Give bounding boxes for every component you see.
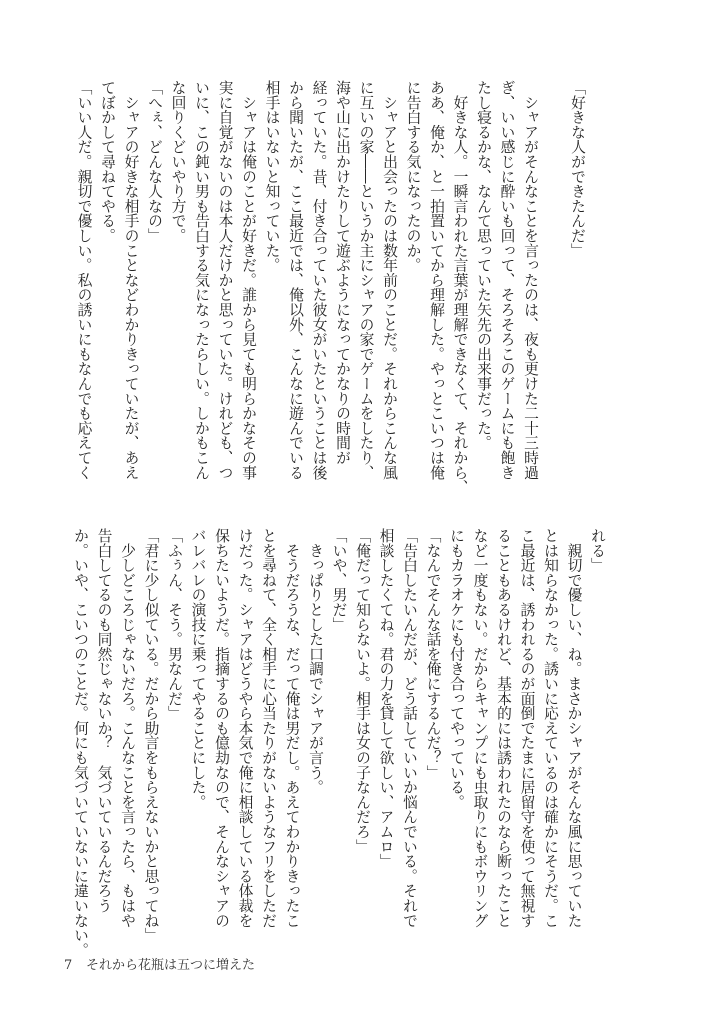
- text-line: こ最近は、誘われるのが面倒でたまに居留守を使って無視す: [518, 528, 536, 928]
- page-number: 7: [64, 958, 73, 973]
- page-footer: [64, 954, 255, 973]
- text-line: 相談したくてね。君の力を貸して欲しい、アムロ」: [377, 528, 395, 869]
- text-line: か。いや、こいつのことだ。何にも気づいていないに違いない。: [72, 528, 89, 958]
- text-line: 海や山に出かけたりして遊ぶようになってかなりの時間が: [334, 80, 351, 465]
- text-line: ることもあるけれど、基本的には誘われたのなら断ったこと: [495, 528, 512, 928]
- text-line: とを尋ねて、全く相手に心当たりがないようなフリをしただ: [260, 528, 277, 928]
- text-line: シャアと出会ったのは数年前のことだ。それからこんな風: [381, 80, 398, 480]
- text-line: れる」: [589, 528, 606, 573]
- text-line: 「なんでそんな話を俺にするんだ？」: [424, 528, 442, 780]
- text-line: きっぱりとした口調でシャアが言う。: [307, 528, 324, 795]
- text-line: な回りくどいやり方で。: [169, 80, 187, 243]
- text-line: 「ふぅん、そう。男なんだ」: [166, 528, 183, 721]
- text-line: 「いや、男だ」: [330, 528, 348, 632]
- text-line: 「君に少し似ている。だから助言をもらえないかと思ってね」: [142, 528, 160, 943]
- text-line: 少しどころじゃないだろ。こんなことを言ったら、もはや: [119, 528, 136, 928]
- text-line: そうだろうな、だって俺は男だし。あえてわかりきったこ: [283, 528, 301, 928]
- text-line: から聞いたが、ここ最近では、俺以外、こんなに遊んでいる: [287, 80, 304, 480]
- text-line: たし寝るかな、なんて思っていた矢先の出来事だった。: [475, 80, 492, 450]
- text-line: シャアがそんなことを言ったのは、夜も更けた二十三時過: [522, 80, 539, 480]
- upper-text-block: [72, 80, 589, 495]
- text-line: シャアの好きな相手のことなどわかりきっていたが、あえ: [122, 80, 140, 480]
- text-line: に互いの家――というか主にシャアの家でゲームをしたり、: [357, 80, 375, 480]
- text-line: 好きな人。一瞬言われた言葉が理解できなくて、それから、: [451, 80, 469, 495]
- text-line: 保ちたいようだ。指摘するのも億劫なので、そんなシャアの: [213, 528, 230, 928]
- text-line: 親切で優しい、ね。まさかシャアがそんな風に思っていた: [565, 528, 583, 928]
- text-line: バレバレの演技に乗ってやることにした。: [189, 528, 207, 810]
- text-line: てぼかして尋ねてやる。: [99, 80, 116, 243]
- text-line: 経っていた。昔、付き合っていた彼女がいたということは後: [310, 80, 328, 480]
- text-line: とは知らなかった。誘いに応えているのは確かにそうだ。こ: [542, 528, 559, 928]
- text-line: けだった。シャアはどうやら本気で俺に相談している体裁を: [236, 528, 254, 928]
- text-line: いに、この鈍い男も告白する気になったらしい。しかもこん: [193, 80, 210, 480]
- text-line: 相手はいないと知っていた。: [263, 80, 281, 273]
- text-line: など一度もない。だからキャンプにも虫取りにもボウリング: [471, 528, 489, 928]
- text-line: シャアは俺のことが好きだ。誰から見ても明らかなその事: [240, 80, 257, 480]
- text-line: 「へぇ、どんな人なの」: [146, 80, 163, 243]
- text-line: 実に自覚がないのは本人だけかと思っていた。けれども、つ: [216, 80, 234, 480]
- text-line: 告白してるのも同然じゃないか？ 気づいているんだろう: [95, 528, 113, 913]
- text-line: 「俺だって知らないよ。相手は女の子なんだろ」: [354, 528, 371, 854]
- text-line: [542, 80, 566, 482]
- text-line: 「好きな人ができたんだ」: [569, 80, 586, 258]
- text-line: に告白する気になったのか。: [404, 80, 422, 273]
- text-line: 「いい人だ。親切で優しい。私の誘いにもなんでも応えてく: [75, 80, 93, 480]
- running-title: それから花瓶は五つに増えた: [86, 958, 256, 973]
- text-line: ぎ、いい感じに酔いも回って、そろそろこのゲームにも飽き: [498, 80, 516, 480]
- lower-text-block: [69, 528, 610, 958]
- text-line: 「告白したいんだが、どう話していいか悩んでいる。それで: [401, 528, 418, 928]
- text-line: にもカラオケにも付き合ってやっている。: [448, 528, 465, 810]
- text-line: ああ、俺か、と一拍置いてから理解した。やっとこいつは俺: [428, 80, 445, 480]
